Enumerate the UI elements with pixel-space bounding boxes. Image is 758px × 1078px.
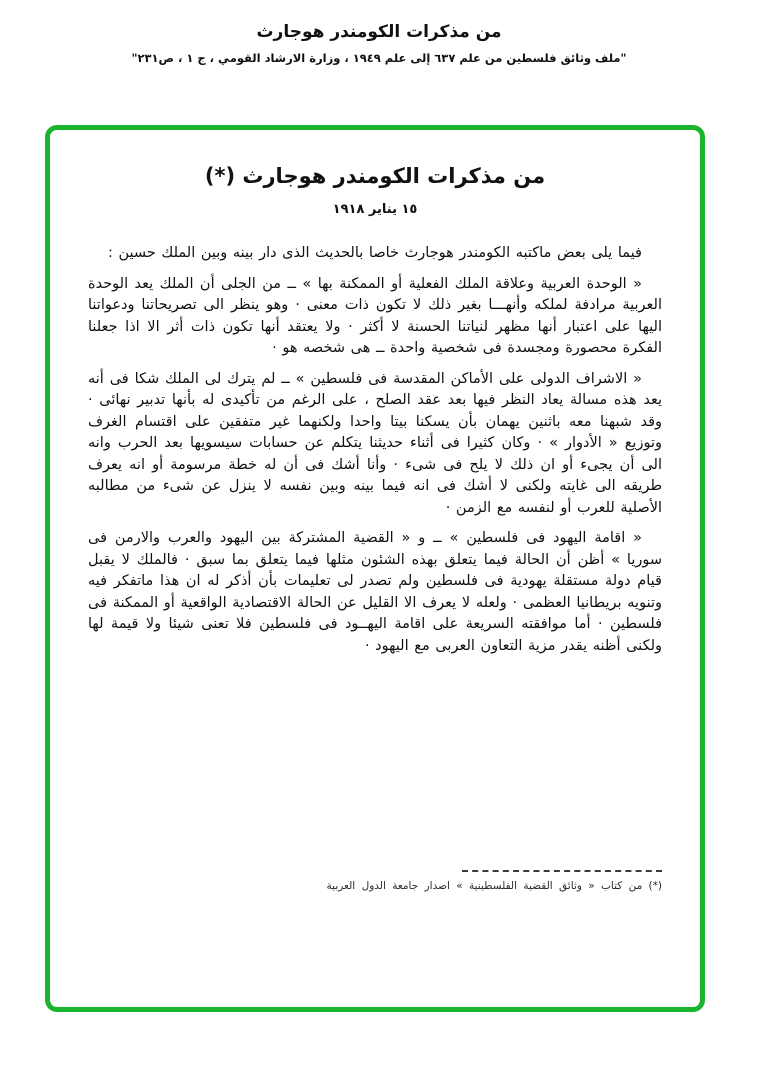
page-header-source-line: "ملف وثائق فلسطين من علم ٦٣٧ إلى علم ١٩٤٩ ، وزارة الارشاد القومي ، ج ١ ، ص٢٣١" bbox=[131, 51, 627, 65]
document-frame bbox=[45, 125, 705, 1012]
document-body bbox=[88, 243, 662, 657]
page-header-title: من مذكرات الكومندر هوجارث bbox=[256, 22, 502, 42]
paragraph-holy-places: « الاشراف الدولى على الأماكن المقدسة فى فلسطين » ــ لم يترك لى الملك شكا فى أنه يعد هذه مسالة يعاد النظر فيها بعد عقد الصلح ، على الرغم من تأكيدى له بأنها تدبير نهائى · وقد شبهنا معه باثنين يهمان بأن يسكنا بيتا واحدا ولكنهما غير متفقين على اقتسام الغرف وتوزيع « الأدوار » · وكان كثيرا فى أثناء حديثنا يتكلم عن حسابات سيسويها بعد الحرب وانه الى أن يجىء أو ان ذلك لا يلح فى شىء · وأنا أشك فى أن له خطة مرسومة أو انه يعرف طريقه الى غايته ولكنى لا أشك فى انه فيما بينه وبين نفسه لا ينزل عن شىء من مطالبه الأصلية للعرب أو لنفسه مع الزمن · bbox=[88, 370, 662, 516]
paragraph-intro: فيما يلى بعض ماكتبه الكومندر هوجارث خاصا بالحديث الذى دار بينه وبين الملك حسين : bbox=[107, 245, 642, 261]
footnote-separator bbox=[462, 870, 662, 872]
paragraph-arab-unity: « الوحدة العربية وعلاقة الملك الفعلية أو الممكنة بها » ــ من الجلى أن الملك يعد الوحدة العربية مرادفة لملكه وأنهـــا بغير ذلك لا تكون ذات معنى · وهو ينظر الى تصريحاتنا ودعواتنا اليها على اعتبار أنها مظهر لنياتنا الحسنة لا أكثر · ولا يعتقد أنها تكون ذات أثر الا اذا جعلنا الفكرة محصورة ومجسدة فى شخصية واحدة ــ هى شخصه هو · bbox=[88, 275, 662, 356]
document-content bbox=[50, 130, 700, 1007]
paragraph-jews-in-palestine: « اقامة اليهود فى فلسطين » ــ و « القضية المشتركة بين اليهود والعرب والارمن فى سوريا » أظن أن الحالة فيما يتعلق بهذه الشئون مثلها فيما يتعلق بما سبق · فالملك لا يقبل قيام دولة مستقلة يهودية فى فلسطين ولم تصدر لى تعليمات بأن أذكر له ان هذا ماتفكر فيه وتنويه بريطانيا العظمى · ولعله لا يعرف الا القليل عن الحالة الاقتصادية الواقعية أو الممكنة فى فلسطين · أما موافقته السريعة على اقامة اليهــود فى فلسطين فلا تعنى شيئا ولا قيمة لها ولكنى أظنه يقدر مزية التعاون العربى مع اليهود · bbox=[88, 530, 662, 654]
document-date: ١٥ يناير ١٩١٨ bbox=[332, 202, 418, 217]
document-title: من مذكرات الكومندر هوجارث (*) bbox=[204, 164, 546, 188]
page-header bbox=[0, 22, 758, 65]
footnote-block bbox=[88, 870, 662, 892]
footnote-text: (*) من كتاب « وثائق القضية الفلسطينية » اصدار جامعة الدول العربية bbox=[326, 880, 662, 892]
